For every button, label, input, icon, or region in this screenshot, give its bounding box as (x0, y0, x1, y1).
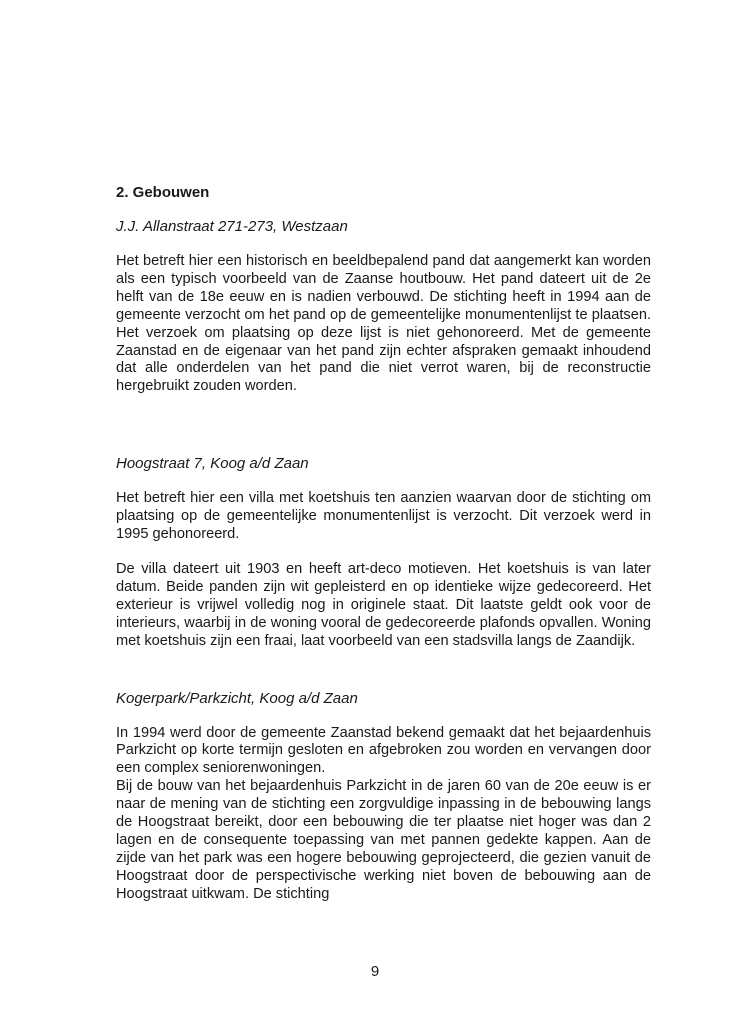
paragraph-kogerpark-2: Bij de bouw van het bejaardenhuis Parkzicht in de jaren 60 van de 20e eeuw is er naar de mening van de stichting een zorgvuldige inpassing in de bebouwing langs de Hoogstraat bereikt, door een bebouwing die ter plaatse niet hoger was dan 2 lagen en de consequente toepassing van met pannen gedekte kappen. Aan de zijde van het park was een hogere bebouwing geprojecteerd, die gezien vanuit de Hoogstraat door de perspectivische werking niet boven de bebouwing aan de Hoogstraat uitkwam. De stichting (116, 778, 651, 902)
paragraph-hoogstraat-1: Het betreft hier een villa met koetshuis ten aanzien waarvan door de stichting om plaatsing op de gemeentelijke monumentenlijst is verzocht. Dit verzoek werd in 1995 gehonoreerd. (116, 490, 651, 543)
paragraph-allanstraat: Het betreft hier een historisch en beeldbepalend pand dat aangemerkt kan worden als een typisch voorbeeld van de Zaanse houtbouw. Het pand dateert uit de 2e helft van de 18e eeuw en is nadien verbouwd. De stichting heeft in 1994 aan de gemeente verzocht om het pand op de gemeentelijke monumentenlijst te plaatsen. Het verzoek om plaatsing op deze lijst is niet gehonoreerd. Met de gemeente Zaanstad en de eigenaar van het pand zijn echter afspraken gemaakt inhoudend dat alle onderdelen van het pand die niet verrot waren, bij de reconstructie hergebruikt zouden worden. (116, 253, 651, 395)
section-heading: 2. Gebouwen (116, 184, 210, 201)
page-number: 9 (370, 963, 380, 980)
paragraph-kogerpark-1: In 1994 werd door de gemeente Zaanstad bekend gemaakt dat het bejaardenhuis Parkzicht op korte termijn gesloten en afgebroken zou worden en vervangen door een complex seniorenwoningen. (116, 724, 651, 777)
page-content (116, 183, 651, 904)
subsection-title-allanstraat: J.J. Allanstraat 271-273, Westzaan (116, 218, 348, 235)
subsection-title-hoogstraat: Hoogstraat 7, Koog a/d Zaan (116, 455, 309, 473)
paragraph-hoogstraat-2: De villa dateert uit 1903 en heeft art-deco motieven. Het koetshuis is van later datum. Beide panden zijn wit gepleisterd en op identieke wijze gedecoreerd. Het exterieur is vrijwel volledig nog in originele staat. Dit laatste geldt ook voor de interieurs, waarbij in de woning vooral de gedecoreerde plafonds opvallen. Woning met koetshuis zijn een fraai, laat voorbeeld van een stadsvilla langs de Zaandijk. (116, 560, 651, 649)
subsection-title-kogerpark: Kogerpark/Parkzicht, Koog a/d Zaan (116, 689, 358, 707)
